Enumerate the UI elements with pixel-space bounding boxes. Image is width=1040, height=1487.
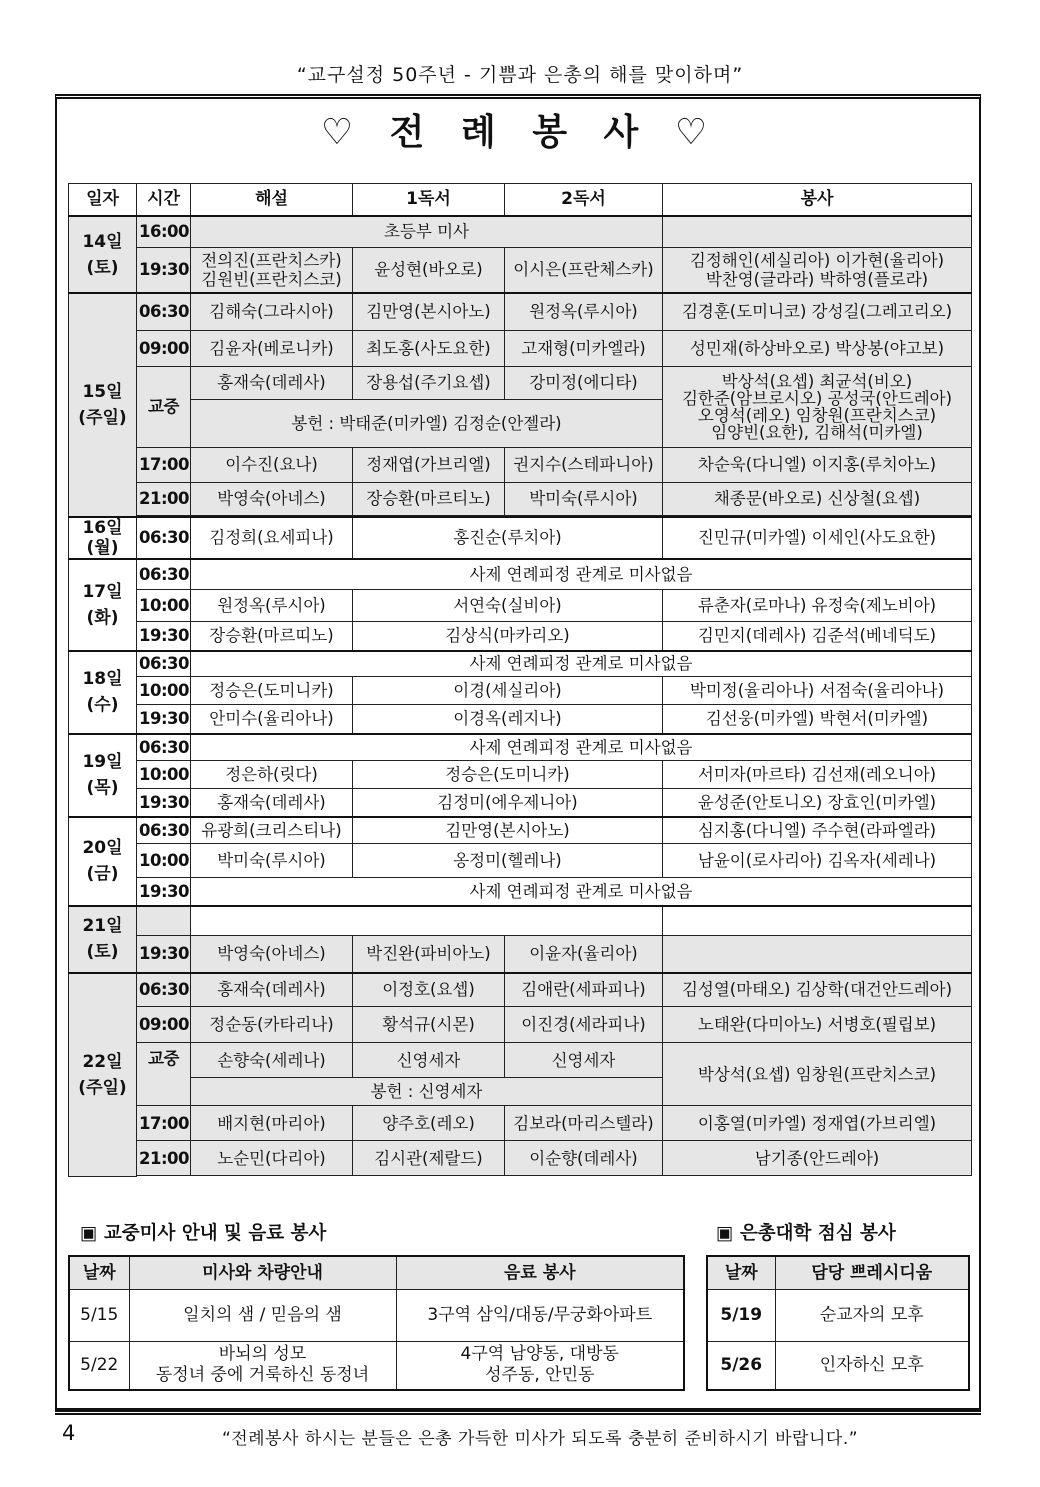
time-cell: 19:30 (137, 622, 191, 651)
group-cell: 인자하신 모후 (775, 1342, 969, 1390)
col-header-date: 일자 (69, 184, 137, 217)
day-cell: 16일 (월) (69, 517, 137, 559)
time-cell: 19:30 (137, 878, 191, 906)
offering-cell: 봉헌 : 신영세자 (191, 1078, 663, 1106)
col-header-date: 날짜 (69, 1256, 129, 1290)
table-cell: 손향숙(세레나) (191, 1043, 353, 1078)
col-header-commentary: 해설 (191, 184, 353, 217)
col-header-time: 시간 (137, 184, 191, 217)
table-cell: 김보라(마리스텔라) (505, 1106, 663, 1141)
time-cell: 21:00 (137, 482, 191, 515)
time-cell: 19:30 (137, 247, 191, 293)
table-cell: 초등부 미사 (191, 216, 663, 247)
mass-info-title: ▣ 교중미사 안내 및 음료 봉사 (80, 1223, 327, 1244)
time-cell: 10:00 (137, 844, 191, 878)
col-header-group: 담당 쁘레시디움 (775, 1256, 969, 1290)
table-cell: 홍재숙(데레사) (191, 973, 353, 1007)
table-row (69, 1290, 684, 1342)
day-cell: 21일 (토) (69, 906, 137, 973)
table-cell: 고재형(미카엘라) (505, 330, 663, 366)
table-row (707, 1342, 969, 1390)
col-header-reading1: 1독서 (353, 184, 505, 217)
time-cell: 교중 (137, 1043, 191, 1106)
table-cell: 박미숙(루시아) (191, 844, 353, 878)
guide-cell: 바뇌의 성모 동정녀 중에 거룩하신 동정녀 (129, 1342, 396, 1390)
table-cell: 장승환(마르띠노) (191, 622, 353, 651)
date-cell: 5/15 (69, 1290, 129, 1342)
table-cell: 이진경(세라피나) (505, 1007, 663, 1043)
table-cell: 이홍열(미카엘) 정재엽(가브리엘) (663, 1106, 972, 1141)
time-cell: 06:30 (137, 973, 191, 1007)
table-cell: 이윤자(율리아) (505, 936, 663, 973)
table-cell: 원정옥(루시아) (191, 590, 353, 622)
day-cell: 19일 (목) (69, 734, 137, 817)
table-cell: 이경옥(레지나) (353, 705, 663, 734)
col-header-drinks: 음료 봉사 (396, 1256, 684, 1290)
time-cell: 09:00 (137, 330, 191, 366)
table-cell: 최도홍(사도요한) (353, 330, 505, 366)
day-cell: 18일 (수) (69, 651, 137, 734)
table-cell: 유광희(크리스티나) (191, 817, 353, 844)
table-cell: 박상석(요셉) 최균석(비오) 김한준(암브로시오) 공성국(안드레아) 오영석(레오) 임창원(프란치스코) 임양빈(요한), 김해석(미카엘) (663, 366, 972, 447)
table-cell (663, 906, 972, 936)
table-cell: 김상식(마카리오) (353, 622, 663, 651)
time-cell: 06:30 (137, 817, 191, 844)
table-cell: 신영세자 (505, 1043, 663, 1078)
table-cell: 김만영(본시아노) (353, 817, 663, 844)
no-mass-cell: 사제 연례피정 관계로 미사없음 (191, 651, 972, 677)
page-number: 4 (62, 1421, 76, 1445)
table-cell: 남기종(안드레아) (663, 1141, 972, 1176)
table-cell: 원정옥(루시아) (505, 293, 663, 330)
time-cell: 10:00 (137, 761, 191, 789)
table-cell: 정은하(릿다) (191, 761, 353, 789)
table-header-row (69, 184, 972, 217)
drinks-cell: 3구역 삼익/대동/무궁화아파트 (396, 1290, 684, 1342)
table-cell: 양주호(레오) (353, 1106, 505, 1141)
day-cell: 15일 (주일) (69, 293, 137, 517)
table-cell: 남윤이(로사리아) 김옥자(세레나) (663, 844, 972, 878)
time-cell: 17:00 (137, 447, 191, 482)
table-cell (663, 216, 972, 247)
table-cell: 윤성현(바오로) (353, 247, 505, 293)
no-mass-cell: 사제 연례피정 관계로 미사없음 (191, 559, 972, 590)
table-cell: 김정미(에우제니아) (353, 789, 663, 817)
table-cell: 홍재숙(데레사) (191, 366, 353, 399)
time-cell: 06:30 (137, 734, 191, 761)
date-cell: 5/19 (707, 1290, 775, 1342)
no-mass-cell: 사제 연례피정 관계로 미사없음 (191, 734, 972, 761)
table-cell: 김애란(세파피나) (505, 973, 663, 1007)
group-cell: 순교자의 모후 (775, 1290, 969, 1342)
table-cell: 진민규(미카엘) 이세인(사도요한) (663, 517, 972, 559)
time-cell: 16:00 (137, 216, 191, 247)
time-cell: 06:30 (137, 517, 191, 559)
col-header-reading2: 2독서 (505, 184, 663, 217)
table-cell: 김만영(본시아노) (353, 293, 505, 330)
table-cell: 김해숙(그라시아) (191, 293, 353, 330)
liturgy-schedule-table (68, 183, 972, 1177)
table-cell: 성민재(하상바오로) 박상봉(야고보) (663, 330, 972, 366)
no-mass-cell: 사제 연례피정 관계로 미사없음 (191, 878, 972, 906)
time-cell: 06:30 (137, 293, 191, 330)
table-cell: 윤성준(안토니오) 장효인(미카엘) (663, 789, 972, 817)
mass-info-table (68, 1255, 685, 1391)
table-cell: 류춘자(로마나) 유정숙(제노비아) (663, 590, 972, 622)
table-cell: 장승환(마르티노) (353, 482, 505, 515)
offering-cell: 봉헌 : 박태준(미카엘) 김정순(안젤라) (191, 399, 663, 447)
drinks-cell: 4구역 남양동, 대방동 성주동, 안민동 (396, 1342, 684, 1390)
time-cell: 19:30 (137, 936, 191, 973)
day-cell: 22일 (주일) (69, 973, 137, 1177)
col-header-guide: 미사와 차량안내 (129, 1256, 396, 1290)
time-cell: 10:00 (137, 590, 191, 622)
table-cell: 서미자(마르타) 김선재(레오니아) (663, 761, 972, 789)
time-cell: 21:00 (137, 1141, 191, 1176)
time-cell: 교중 (137, 366, 191, 447)
date-cell: 5/22 (69, 1342, 129, 1390)
table-cell: 김선웅(미카엘) 박현서(미카엘) (663, 705, 972, 734)
table-cell: 정순동(카타리나) (191, 1007, 353, 1043)
table-cell: 박진완(파비아노) (353, 936, 505, 973)
col-header-service: 봉사 (663, 184, 972, 217)
table-cell: 신영세자 (353, 1043, 505, 1078)
table-cell: 홍진순(루치아) (353, 517, 663, 559)
table-cell: 김시관(제랄드) (353, 1141, 505, 1176)
table-row (69, 1342, 684, 1390)
table-cell: 심지홍(다니엘) 주수현(라파엘라) (663, 817, 972, 844)
table-cell: 김민지(데레사) 김준석(베네딕도) (663, 622, 972, 651)
table-cell: 박미정(율리아나) 서점숙(율리아나) (663, 677, 972, 705)
col-header-date: 날짜 (707, 1256, 775, 1290)
page-title: ♡ 전 례 봉 사 ♡ (320, 112, 720, 153)
table-cell: 서연숙(실비아) (353, 590, 663, 622)
table-cell: 이수진(요나) (191, 447, 353, 482)
time-cell: 19:30 (137, 789, 191, 817)
table-cell: 이순향(데레사) (505, 1141, 663, 1176)
table-cell: 박미숙(루시아) (505, 482, 663, 515)
footer-divider (55, 1410, 981, 1415)
header-motto: “교구설정 50주년 - 기쁨과 은총의 해를 맞이하며” (296, 64, 744, 86)
time-cell: 06:30 (137, 651, 191, 677)
time-cell: 06:30 (137, 559, 191, 590)
time-cell: 09:00 (137, 1007, 191, 1043)
table-cell: 안미수(율리아나) (191, 705, 353, 734)
table-cell: 황석규(시몬) (353, 1007, 505, 1043)
table-cell: 채종문(바오로) 신상철(요셉) (663, 482, 972, 515)
table-cell: 김성열(마태오) 김상학(대건안드레아) (663, 973, 972, 1007)
table-cell: 이시은(프란체스카) (505, 247, 663, 293)
table-cell: 홍재숙(데레사) (191, 789, 353, 817)
table-cell: 배지현(마리아) (191, 1106, 353, 1141)
date-cell: 5/26 (707, 1342, 775, 1390)
table-cell: 옹정미(헬레나) (353, 844, 663, 878)
day-cell: 17일 (화) (69, 559, 137, 651)
table-cell: 전의진(프란치스카) 김원빈(프란치스코) (191, 247, 353, 293)
day-cell: 20일 (금) (69, 817, 137, 906)
table-cell: 차순욱(다니엘) 이지홍(루치아노) (663, 447, 972, 482)
lunch-service-table (706, 1255, 970, 1391)
table-cell: 김정해인(세실리아) 이가현(율리아) 박찬영(글라라) 박하영(플로라) (663, 247, 972, 293)
table-cell: 박영숙(아네스) (191, 482, 353, 515)
table-cell: 김윤자(베로니카) (191, 330, 353, 366)
footer-text: “전례봉사 하시는 분들은 은총 가득한 미사가 되도록 충분히 준비하시기 바랍니다.” (221, 1429, 859, 1449)
table-cell: 이경(세실리아) (353, 677, 663, 705)
time-cell: 19:30 (137, 705, 191, 734)
table-cell: 정재엽(가브리엘) (353, 447, 505, 482)
table-cell (191, 906, 663, 936)
time-cell (137, 906, 191, 936)
table-cell: 권지수(스테파니아) (505, 447, 663, 482)
table-cell: 정승은(도미니카) (353, 761, 663, 789)
guide-cell: 일치의 샘 / 믿음의 샘 (129, 1290, 396, 1342)
table-cell: 이정호(요셉) (353, 973, 505, 1007)
table-cell: 김경훈(도미니코) 강성길(그레고리오) (663, 293, 972, 330)
table-row (707, 1290, 969, 1342)
table-cell: 김정희(요세피나) (191, 517, 353, 559)
time-cell: 17:00 (137, 1106, 191, 1141)
table-cell: 노태완(다미아노) 서병호(필립보) (663, 1007, 972, 1043)
table-cell: 노순민(다리아) (191, 1141, 353, 1176)
table-cell: 박상석(요셉) 임창원(프란치스코) (663, 1043, 972, 1106)
time-cell: 10:00 (137, 677, 191, 705)
table-cell: 장용섭(주기요셉) (353, 366, 505, 399)
table-cell: 강미정(에디타) (505, 366, 663, 399)
table-cell (663, 936, 972, 973)
lunch-service-title: ▣ 은총대학 점심 봉사 (716, 1223, 896, 1244)
table-cell: 박영숙(아네스) (191, 936, 353, 973)
day-cell: 14일 (토) (69, 216, 137, 293)
table-cell: 정승은(도미니카) (191, 677, 353, 705)
